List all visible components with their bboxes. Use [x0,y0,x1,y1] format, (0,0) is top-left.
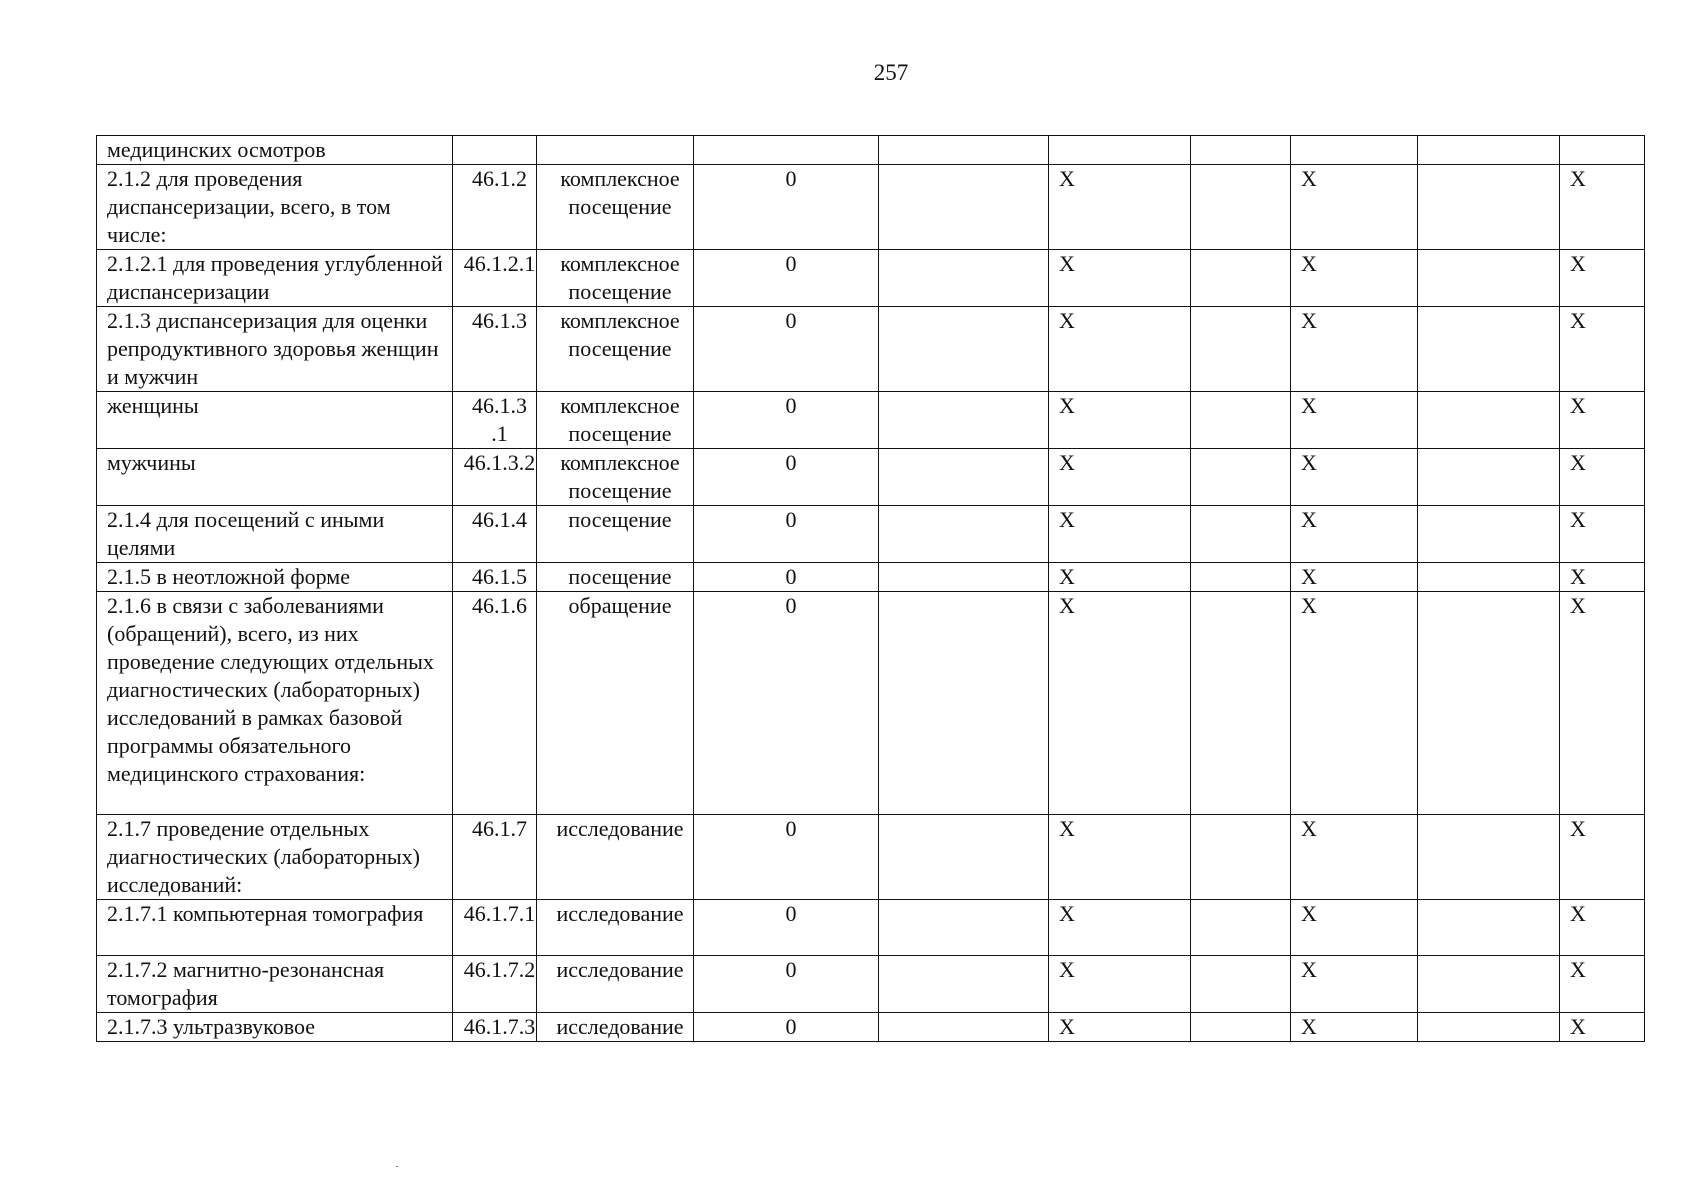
row-name: 2.1.7.2 магнитно-резонансная томография [97,956,453,1013]
row-x3 [1560,136,1645,165]
row-unit: комплексное посещение [537,392,694,449]
row-value: 0 [694,165,879,250]
empty-cell [1418,165,1560,250]
empty-cell [1418,563,1560,592]
empty-cell [879,506,1049,563]
row-unit: исследование [537,815,694,900]
row-value: 0 [694,956,879,1013]
table-row [97,307,1645,392]
empty-cell [1191,563,1291,592]
empty-cell [879,136,1049,165]
row-unit: комплексное посещение [537,250,694,307]
table-row [97,1013,1645,1042]
row-unit: посещение [537,563,694,592]
row-code: 46.1.3.2 [453,449,537,506]
empty-cell [1191,449,1291,506]
row-x2: Х [1291,900,1418,956]
row-x2: Х [1291,592,1418,815]
row-x3: Х [1560,250,1645,307]
empty-cell [1418,1013,1560,1042]
row-x2: Х [1291,956,1418,1013]
row-unit: исследование [537,1013,694,1042]
empty-cell [879,900,1049,956]
row-x1: Х [1049,449,1191,506]
row-code: 46.1.7.2 [453,956,537,1013]
row-name: 2.1.3 диспансеризация для оценки репродуктивного здоровья женщин и мужчин [97,307,453,392]
empty-cell [1191,956,1291,1013]
row-x2: Х [1291,307,1418,392]
empty-cell [879,563,1049,592]
empty-cell [1418,136,1560,165]
row-x2: Х [1291,165,1418,250]
empty-cell [1191,1013,1291,1042]
table-row [97,815,1645,900]
empty-cell [879,1013,1049,1042]
row-x1 [1049,136,1191,165]
row-x3: Х [1560,449,1645,506]
empty-cell [1418,250,1560,307]
row-value [694,136,879,165]
row-code: 46.1.7.1 [453,900,537,956]
empty-cell [1418,307,1560,392]
row-code: 46.1.3 [453,307,537,392]
row-x1: Х [1049,592,1191,815]
empty-cell [1191,900,1291,956]
table-row [97,592,1645,815]
row-unit: комплексное посещение [537,307,694,392]
row-value: 0 [694,506,879,563]
row-unit: комплексное посещение [537,165,694,250]
row-value: 0 [694,392,879,449]
row-x1: Х [1049,1013,1191,1042]
row-x1: Х [1049,506,1191,563]
row-code: 46.1.7.3 [453,1013,537,1042]
empty-cell [1418,449,1560,506]
table-row [97,956,1645,1013]
row-name: 2.1.7.1 компьютерная томография [97,900,453,956]
row-unit: исследование [537,956,694,1013]
table-row [97,506,1645,563]
row-x3: Х [1560,307,1645,392]
row-x2: Х [1291,250,1418,307]
row-x1: Х [1049,815,1191,900]
row-value: 0 [694,449,879,506]
row-code: 46.1.4 [453,506,537,563]
row-name: женщины [97,392,453,449]
table-row [97,136,1645,165]
row-code: 46.1.6 [453,592,537,815]
row-x2 [1291,136,1418,165]
row-unit: исследование [537,900,694,956]
row-x1: Х [1049,392,1191,449]
row-code: 46.1.3 .1 [453,392,537,449]
row-unit: посещение [537,506,694,563]
table-row [97,900,1645,956]
row-unit: обращение [537,592,694,815]
table-row [97,392,1645,449]
row-code [453,136,537,165]
empty-cell [1191,250,1291,307]
empty-cell [1191,592,1291,815]
row-name: 2.1.4 для посещений с иными целями [97,506,453,563]
row-x2: Х [1291,815,1418,900]
row-x3: Х [1560,815,1645,900]
row-name: 2.1.7.3 ультразвуковое [97,1013,453,1042]
row-x1: Х [1049,250,1191,307]
empty-cell [1418,592,1560,815]
scan-speck [396,1166,398,1167]
row-x2: Х [1291,563,1418,592]
empty-cell [879,956,1049,1013]
row-unit [537,136,694,165]
empty-cell [1418,956,1560,1013]
table-row [97,563,1645,592]
row-code: 46.1.2.1 [453,250,537,307]
row-unit: комплексное посещение [537,449,694,506]
empty-cell [1191,815,1291,900]
row-x3: Х [1560,506,1645,563]
empty-cell [1418,392,1560,449]
table-row [97,250,1645,307]
empty-cell [879,165,1049,250]
row-code: 46.1.2 [453,165,537,250]
table-row [97,165,1645,250]
empty-cell [879,250,1049,307]
row-name: мужчины [97,449,453,506]
empty-cell [879,307,1049,392]
row-code: 46.1.5 [453,563,537,592]
empty-cell [1418,506,1560,563]
page-number: 257 [873,60,909,85]
row-name: 2.1.5 в неотложной форме [97,563,453,592]
empty-cell [879,392,1049,449]
row-x3: Х [1560,165,1645,250]
row-name: 2.1.2.1 для проведения углубленной диспансеризации [97,250,453,307]
row-x3: Х [1560,392,1645,449]
row-x2: Х [1291,392,1418,449]
row-name: 2.1.7 проведение отдельных диагностических (лабораторных) исследований: [97,815,453,900]
table-row [97,449,1645,506]
empty-cell [1191,136,1291,165]
empty-cell [879,449,1049,506]
row-x3: Х [1560,1013,1645,1042]
row-value: 0 [694,250,879,307]
empty-cell [1418,900,1560,956]
row-x3: Х [1560,592,1645,815]
row-x3: Х [1560,563,1645,592]
row-value: 0 [694,563,879,592]
row-value: 0 [694,1013,879,1042]
empty-cell [1191,392,1291,449]
row-x1: Х [1049,307,1191,392]
row-value: 0 [694,307,879,392]
row-x1: Х [1049,563,1191,592]
empty-cell [879,592,1049,815]
empty-cell [1191,307,1291,392]
row-value: 0 [694,592,879,815]
data-table [96,135,1645,1042]
row-value: 0 [694,815,879,900]
row-x3: Х [1560,956,1645,1013]
row-x2: Х [1291,1013,1418,1042]
row-x2: Х [1291,449,1418,506]
empty-cell [1418,815,1560,900]
empty-cell [1191,165,1291,250]
row-x1: Х [1049,900,1191,956]
empty-cell [879,815,1049,900]
row-name: 2.1.2 для проведения диспансеризации, всего, в том числе: [97,165,453,250]
row-x2: Х [1291,506,1418,563]
empty-cell [1191,506,1291,563]
row-code: 46.1.7 [453,815,537,900]
row-x3: Х [1560,900,1645,956]
row-name: 2.1.6 в связи с заболеваниями (обращений), всего, из них проведение следующих отдельных диагностических (лабораторных) исследований в рамках базовой программы обязательного медицинского страхования: [97,592,453,815]
row-x1: Х [1049,956,1191,1013]
row-x1: Х [1049,165,1191,250]
row-value: 0 [694,900,879,956]
row-name: медицинских осмотров [97,136,453,165]
